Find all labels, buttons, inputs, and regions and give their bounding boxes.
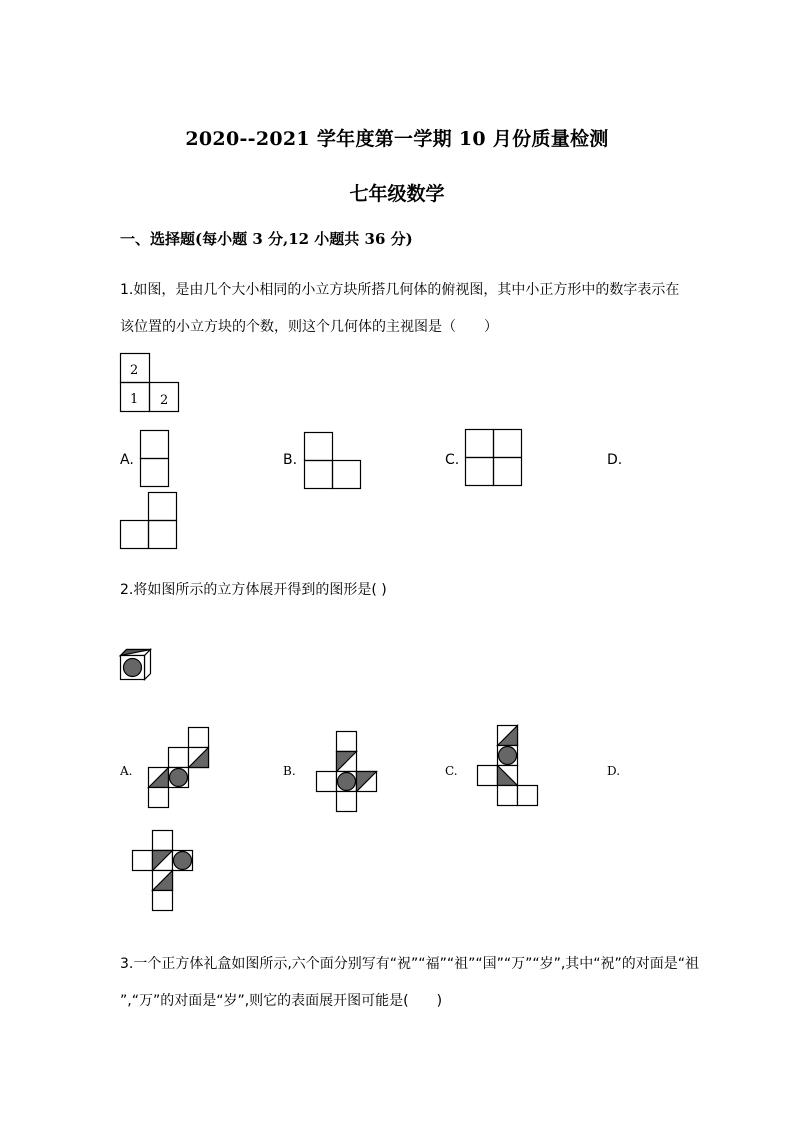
- q1-option-d-figure: [120, 492, 180, 550]
- q1-option-b-figure: [304, 432, 364, 490]
- q1-option-c-label[interactable]: C.: [445, 452, 460, 468]
- q2-option-a-label[interactable]: A.: [120, 764, 133, 778]
- q2-option-b-label[interactable]: B.: [283, 764, 296, 778]
- top-view-number: 2: [130, 363, 139, 378]
- section-heading: 一、选择题(每小题 3 分,12 小题共 36 分): [120, 230, 413, 248]
- q2-text: 2.将如图所示的立方体展开得到的图形是( ): [120, 582, 387, 598]
- q1-option-b-label[interactable]: B.: [283, 452, 298, 468]
- exam-subtitle: 七年级数学: [349, 183, 445, 205]
- q3-text-line2: ”,“万”的对面是“岁”,则它的表面展开图可能是( ): [120, 993, 443, 1009]
- q1-text-line2: 该位置的小立方块的个数，则这个几何体的主视图是（ ）: [120, 319, 498, 335]
- q1-option-c-figure: [465, 429, 525, 487]
- q2-cube-figure: [120, 649, 152, 681]
- q1-option-a-figure: [140, 430, 170, 488]
- q2-option-c-label[interactable]: C.: [445, 764, 458, 778]
- top-view-number: 1: [130, 392, 139, 407]
- q2-option-d-label[interactable]: D.: [607, 764, 621, 778]
- q2-option-b-figure: [316, 731, 380, 815]
- q2-option-c-figure: [477, 725, 541, 809]
- q3-text-line1: 3.一个正方体礼盒如图所示,六个面分别写有“祝”“福”“祖”“国”“万”“岁”,其中“祝”的对面是“祖: [120, 956, 700, 972]
- top-view-number: 2: [160, 393, 169, 408]
- q2-option-d-figure: [132, 830, 196, 914]
- q2-option-a-figure: [148, 727, 212, 811]
- q1-top-view-figure: [120, 353, 180, 413]
- q1-option-a-label[interactable]: A.: [120, 452, 134, 468]
- exam-title: 2020--2021 学年度第一学期 10 月份质量检测: [185, 128, 609, 150]
- q1-text-line1: 1.如图，是由几个大小相同的小立方块所搭几何体的俯视图，其中小正方形中的数字表示在: [120, 282, 680, 298]
- q1-option-d-label[interactable]: D.: [607, 452, 623, 468]
